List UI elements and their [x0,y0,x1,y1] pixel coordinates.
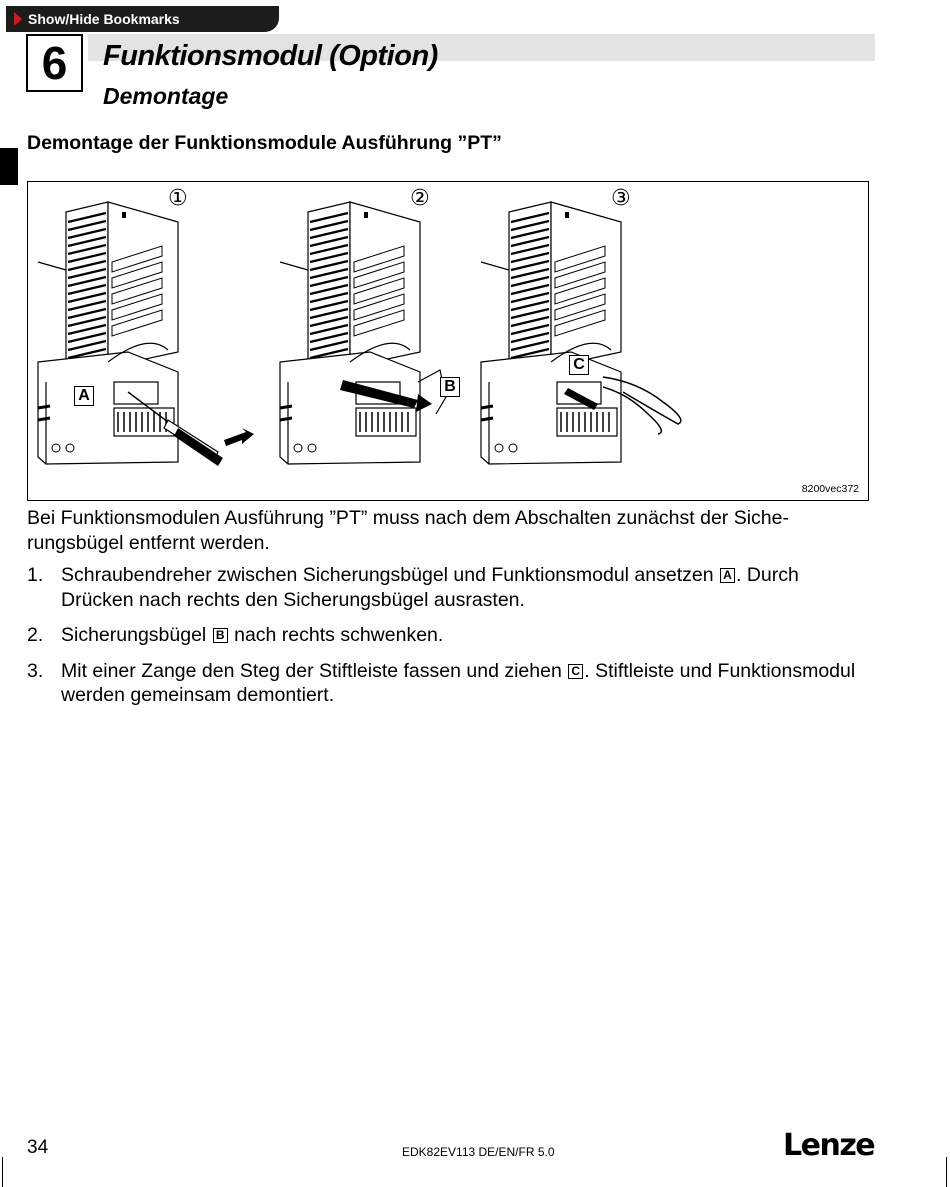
list-item-text: Mit einer Zange den Steg der Stiftleiste fassen und ziehen [61,659,568,682]
crop-mark [2,1157,3,1187]
list-item-text: . Stiftleiste und Funktionsmodul werden gemeinsam demontiert. [61,659,856,706]
callout-c: C [569,355,589,375]
step-1-drawing [38,202,254,466]
dismount-illustration [28,182,868,500]
reference-box: C [568,664,583,679]
list-item-text: nach rechts schwenken. [228,624,444,646]
list-item [27,563,872,612]
document-code: EDK82EV113 DE/EN/FR 5.0 [402,1145,555,1159]
bookmark-arrow-icon [14,12,22,26]
reference-box: B [213,628,228,643]
intro-paragraph: Bei Funktionsmodulen Ausführung ”PT” muss nach dem Abschalten zunächst der Siche-rungsbügel entfernt werden. [27,507,789,554]
list-item-text: Schraubendreher zwischen Sicherungsbügel und Funktionsmodul ansetzen [61,564,719,586]
step-3-drawing [481,202,681,464]
step-2-drawing [280,202,446,464]
list-item [27,623,872,648]
list-item-text: Sicherungsbügel [61,624,212,646]
reference-box: A [720,568,735,583]
list-item-number: 2. [27,624,44,646]
page-title: Funktionsmodul (Option) [103,40,438,72]
step-number-2: ② [410,186,430,211]
callout-b: B [440,377,460,397]
chapter-side-marker [0,148,18,185]
chapter-number: 6 [26,34,83,92]
bookmarks-label: Show/Hide Bookmarks [28,11,180,27]
section-heading: Demontage der Funktionsmodule Ausführung ”PT” [27,132,502,154]
show-hide-bookmarks-button[interactable] [6,6,279,32]
list-item-number: 3. [27,659,44,682]
list-item [27,659,872,708]
callout-a: A [74,386,94,406]
step-number-1: ① [168,186,188,211]
page-subtitle: Demontage [103,83,229,109]
step-list [27,563,872,719]
list-item-number: 1. [27,564,44,586]
brand-logo: Lenze [783,1128,875,1163]
list-item-text: . Durch Drücken nach rechts den Sicherungsbügel ausrasten. [61,564,799,611]
step-number-3: ③ [611,186,631,211]
figure-code: 8200vec372 [801,483,859,495]
dismount-figure [27,181,869,501]
page-number: 34 [27,1137,49,1158]
crop-mark [946,1157,947,1187]
